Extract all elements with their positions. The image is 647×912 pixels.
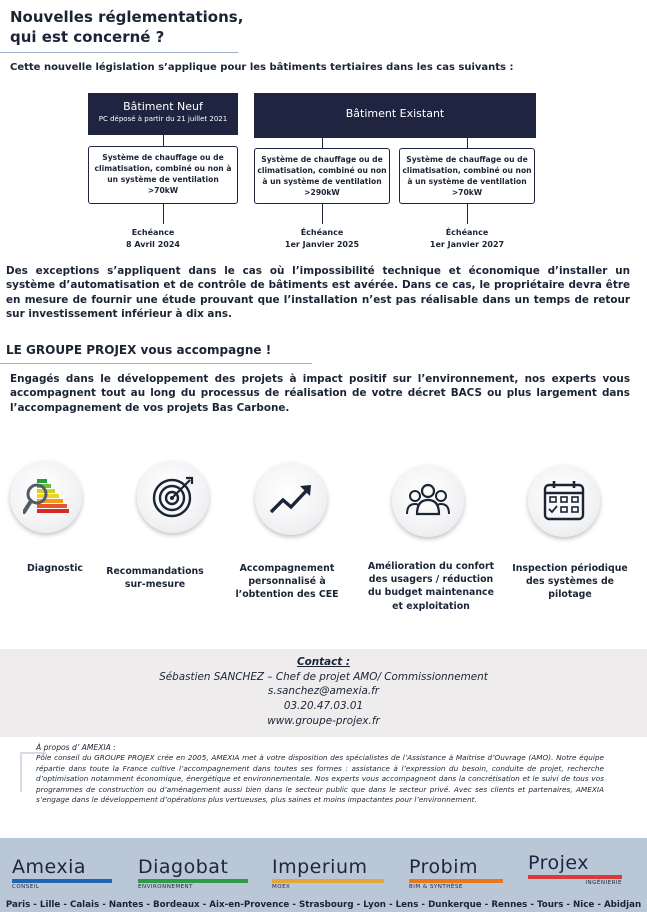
diagnostic-circle bbox=[10, 461, 82, 533]
echeance-existant-290 bbox=[267, 227, 377, 251]
title-divider bbox=[0, 52, 238, 53]
service-label-recommandations: Recommandations sur-mesure bbox=[106, 566, 204, 591]
accompagnement-circle bbox=[255, 463, 327, 535]
service-label-inspection: Inspection périodique des systèmes de pilotage bbox=[512, 563, 628, 601]
system-box-existant-70 bbox=[399, 148, 535, 204]
footer-brands bbox=[0, 838, 647, 912]
intro-text: Cette nouvelle législation s’applique pour les bâtiments tertiaires dans les cas suivants : bbox=[10, 62, 514, 73]
system-description: Système de chauffage ou de climatisation, combiné ou non à un système de ventilation bbox=[94, 153, 232, 184]
service-label-accompagnement: Accompagnement personnalisé à l’obtention des CEE bbox=[235, 563, 339, 601]
brand-sub: MOEX bbox=[272, 884, 291, 890]
echeance-date: 8 Avril 2024 bbox=[126, 240, 180, 249]
page-title bbox=[10, 7, 243, 47]
system-threshold: >70kW bbox=[147, 186, 179, 195]
connector-line bbox=[163, 135, 164, 146]
brand-bar bbox=[528, 875, 622, 879]
contact-email[interactable]: s.sanchez@amexia.fr bbox=[267, 685, 380, 697]
echeance-date: 1er Janvier 2027 bbox=[429, 240, 505, 249]
batiment-neuf-title: Bâtiment Neuf bbox=[123, 100, 203, 113]
brand-sub: BIM & SYNTHÈSE bbox=[409, 884, 463, 890]
brand-name: Probim bbox=[409, 856, 478, 878]
connector-line bbox=[322, 204, 323, 224]
brand-diagobat bbox=[138, 856, 248, 890]
recommandations-circle bbox=[137, 461, 209, 533]
brand-name: Imperium bbox=[272, 856, 368, 878]
contact-name: Sébastien SANCHEZ – Chef de projet AMO/ Commissionnement bbox=[159, 671, 488, 683]
brand-bar bbox=[12, 879, 112, 883]
echeance-label: Échéance bbox=[300, 228, 344, 237]
service-label-diagnostic: Diagnostic bbox=[27, 563, 83, 574]
contact-phone[interactable]: 03.20.47.03.01 bbox=[283, 700, 364, 712]
echeance-label: Échéance bbox=[445, 228, 489, 237]
system-description: Système de chauffage ou de climatisation, combiné ou non à un système de ventilation bbox=[257, 155, 387, 186]
apropos-title: À propos d’ AMEXIA : bbox=[36, 743, 116, 752]
batiment-existant-title: Bâtiment Existant bbox=[345, 107, 445, 120]
brand-sub: INGÉNIERIE bbox=[585, 880, 622, 886]
echeance-date: 1er Janvier 2025 bbox=[284, 240, 360, 249]
cities-list: Paris - Lille - Calais - Nantes - Bordeaux - Aix-en-Provence - Strasbourg - Lyon - Lens - Dunkerque - Rennes - Tours - Nice - Abidjan bbox=[5, 900, 642, 910]
service-label-amelioration: Amélioration du confort des usagers / réduction du budget maintenance et exploitation bbox=[367, 561, 495, 612]
brand-bar bbox=[272, 879, 384, 883]
brand-name: Amexia bbox=[12, 856, 87, 878]
calendar-icon bbox=[541, 478, 587, 524]
contact-website[interactable]: www.groupe-projex.fr bbox=[267, 715, 380, 727]
brand-bar bbox=[138, 879, 248, 883]
brand-probim bbox=[409, 856, 503, 890]
connector-line bbox=[467, 204, 468, 224]
batiment-neuf-header bbox=[88, 93, 238, 135]
system-threshold: >290kW bbox=[304, 188, 340, 197]
echeance-label: Echéance bbox=[131, 228, 175, 237]
contact-title: Contact : bbox=[296, 656, 351, 668]
system-description: Système de chauffage ou de climatisation, combiné ou non à un système de ventilation bbox=[402, 155, 532, 186]
brand-name: Projex bbox=[528, 852, 590, 874]
system-box-existant-290 bbox=[254, 148, 390, 204]
echeance-neuf bbox=[98, 227, 208, 251]
contact-section bbox=[0, 649, 647, 737]
trend-up-icon bbox=[268, 476, 314, 522]
connector-line bbox=[322, 138, 323, 148]
system-box-neuf bbox=[88, 146, 238, 204]
page-title-line1: Nouvelles réglementations, bbox=[10, 8, 244, 26]
system-threshold: >70kW bbox=[451, 188, 483, 197]
inspection-circle bbox=[528, 465, 600, 537]
groupe-title: LE GROUPE PROJEX vous accompagne ! bbox=[6, 343, 272, 357]
exceptions-paragraph: Des exceptions s’appliquent dans le cas où l’impossibilité technique et économique d’installer un système d’automatisation et de contrôle de bâtiments est avérée. Dans ce cas, le propriétaire devra être en mesure de fournir une étude prouvant que l’installation n’est pas réalisable dans un temps de retour sur investissement inférieur à dix ans. bbox=[6, 265, 630, 321]
batiment-neuf-subtitle: PC déposé à partir du 21 juillet 2021 bbox=[98, 115, 228, 123]
connector-line bbox=[163, 204, 164, 224]
brand-sub: CONSEIL bbox=[12, 884, 40, 890]
energy-label-magnifier-icon bbox=[23, 474, 69, 520]
amelioration-circle bbox=[392, 465, 464, 537]
target-icon bbox=[150, 474, 196, 520]
echeance-existant-70 bbox=[412, 227, 522, 251]
brand-name: Diagobat bbox=[138, 856, 229, 878]
brand-amexia bbox=[12, 856, 112, 890]
brand-sub: ENVIRONNEMENT bbox=[138, 884, 194, 890]
apropos-text: Pôle conseil du GROUPE PROJEX crée en 2005, AMEXIA met à votre disposition des spécialistes de l’Assistance à Maitrise d’Ouvrage (AMO). Notre équipe répartie dans toute la France cultive l’accompagnement dans toutes ses formes : assistance à l’expression du besoin, conduite de projet, recherche d’optimisation notamment économique, énergétique et environnementale. Nos experts vous accompagnent dans la concrétisation et le suivi de tous vos programmes de construction ou d’aménagement aussi bien dans le secteur public que dans le secteur privé. Avec ses clients et partenaires, AMEXIA s’engage dans le développement d’opérations plus vertueuses, plus saines et moins impactantes pour l’environnement. bbox=[36, 753, 604, 805]
connector-line bbox=[467, 138, 468, 148]
group-users-icon bbox=[405, 478, 451, 524]
page-title-line2: qui est concerné ? bbox=[10, 28, 165, 46]
groupe-paragraph: Engagés dans le développement des projets à impact positif sur l’environnement, nos experts vous accompagnent tout au long du processus de réalisation de votre décret BACS ou plus largement dans l’accompagnement de vos projets Bas Carbone. bbox=[10, 373, 630, 414]
brand-projex bbox=[528, 852, 622, 886]
apropos-section bbox=[36, 743, 604, 805]
brand-bar bbox=[409, 879, 503, 883]
brand-imperium bbox=[272, 856, 384, 890]
batiment-existant-header bbox=[254, 93, 536, 138]
groupe-divider bbox=[0, 363, 312, 364]
